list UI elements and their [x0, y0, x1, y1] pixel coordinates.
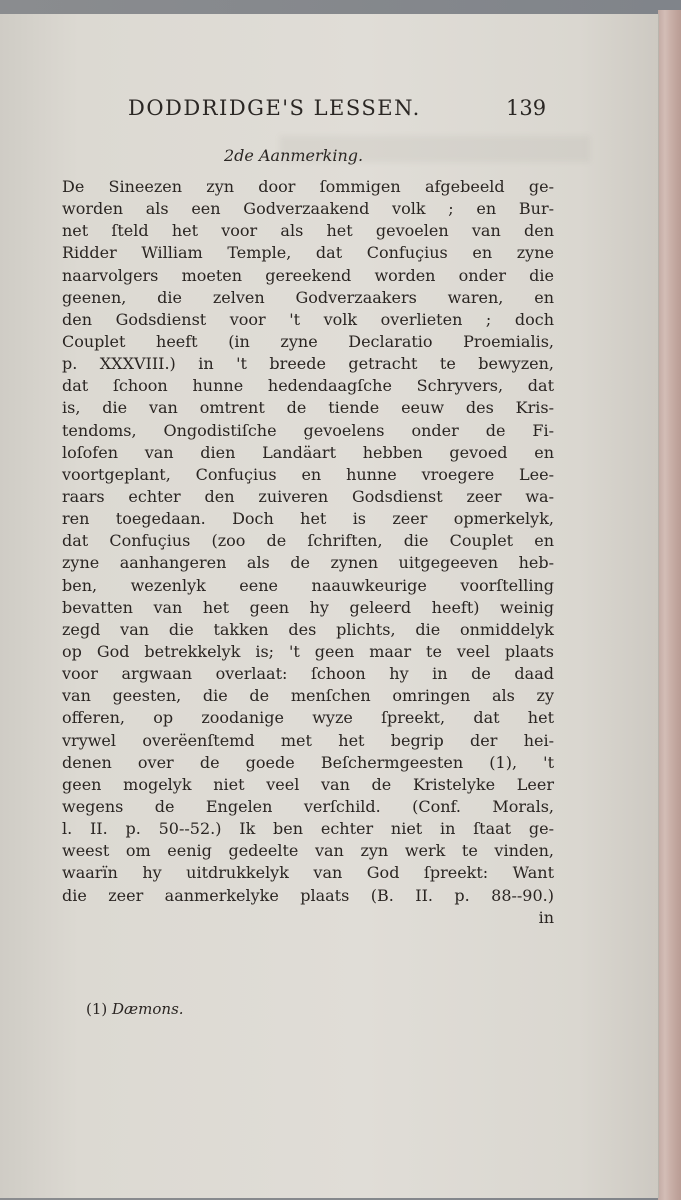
text-line: weest om eenig gedeelte van zyn werk te vinden,: [62, 841, 554, 861]
text-line: is, die van omtrent de tiende eeuw des Kris-: [62, 398, 554, 418]
text-line: zegd van die takken des plichts, die onmiddelyk: [62, 619, 554, 639]
footnote-marker: (1): [86, 1000, 108, 1018]
text-line: naarvolgers moeten gereekend worden onder die: [62, 265, 554, 285]
text-line: die zeer aanmerkelyke plaats (B. II. p. 88--90.): [62, 885, 554, 905]
text-line: waarïn hy uitdrukkelyk van God ſpreekt: Want: [62, 863, 554, 883]
footnote-text: Dæmons.: [112, 1000, 184, 1018]
text-line: voortgeplant, Confuçius en hunne vroegere Lee-: [62, 464, 554, 484]
text-line: net ſteld het voor als het gevoelen van den: [62, 221, 554, 241]
book-fore-edge: [658, 10, 681, 1200]
text-line: dat ſchoon hunne hedendaagſche Schryvers, dat: [62, 376, 554, 396]
text-line: ren toegedaan. Doch het is zeer opmerkelyk,: [62, 509, 554, 529]
page-number: 139: [506, 96, 547, 120]
running-header: [128, 92, 568, 132]
text-line: Ridder William Temple, dat Confuçius en zyne: [62, 243, 554, 263]
text-line: ben, wezenlyk eene naauwkeurige voorſtelling: [62, 575, 554, 595]
text-line: denen over de goede Beſchermgeesten (1), 't: [62, 752, 554, 772]
text-line: van geesten, die de menſchen omringen als zy: [62, 686, 554, 706]
text-line: De Sineezen zyn door ſommigen afgebeeld ge-: [62, 177, 554, 196]
text-line: loſofen van dien Landäart hebben gevoed en: [62, 442, 554, 462]
text-line: op God betrekkelyk is; 't geen maar te veel plaats: [62, 641, 554, 661]
text-line: p. XXXVIII.) in 't breede getracht te bewyzen,: [62, 354, 554, 374]
text-line: den Godsdienst voor 't volk overlieten ; doch: [62, 309, 554, 329]
text-line: Couplet heeft (in zyne Declaratio Proemialis,: [62, 331, 554, 351]
section-subheading: 2de Aanmerking.: [224, 146, 364, 165]
text-line: vrywel overëenſtemd met het begrip der hei-: [62, 730, 554, 750]
text-line: tendoms, Ongodistiſche gevoelens onder de Fi-: [62, 420, 554, 440]
text-line: geen mogelyk niet veel van de Kristelyke Leer: [62, 774, 554, 794]
text-line: bevatten van het geen hy geleerd heeft) weinig: [62, 597, 554, 617]
text-line: geenen, die zelven Godverzaakers waren, en: [62, 287, 554, 307]
catchword: in: [538, 907, 554, 927]
text-line: zyne aanhangeren als de zynen uitgegeeven heb-: [62, 553, 554, 573]
text-line: voor argwaan overlaat: ſchoon hy in de daad: [62, 664, 554, 684]
text-line: offeren, op zoodanige wyze ſpreekt, dat het: [62, 708, 554, 728]
footnote: [86, 1000, 184, 1018]
running-title: DODDRIDGE'S LESSEN.: [128, 96, 421, 120]
text-line: wegens de Engelen verſchild. (Conf. Morals,: [62, 796, 554, 816]
text-line: worden als een Godverzaakend volk ; en Bur-: [62, 199, 554, 219]
text-line: l. II. p. 50--52.) Ik ben echter niet in ſtaat ge-: [62, 819, 554, 839]
text-line: raars echter den zuiveren Godsdienst zeer wa-: [62, 486, 554, 506]
text-line: dat Confuçius (zoo de ſchriften, die Couplet en: [62, 531, 554, 551]
body-text: [62, 176, 554, 929]
